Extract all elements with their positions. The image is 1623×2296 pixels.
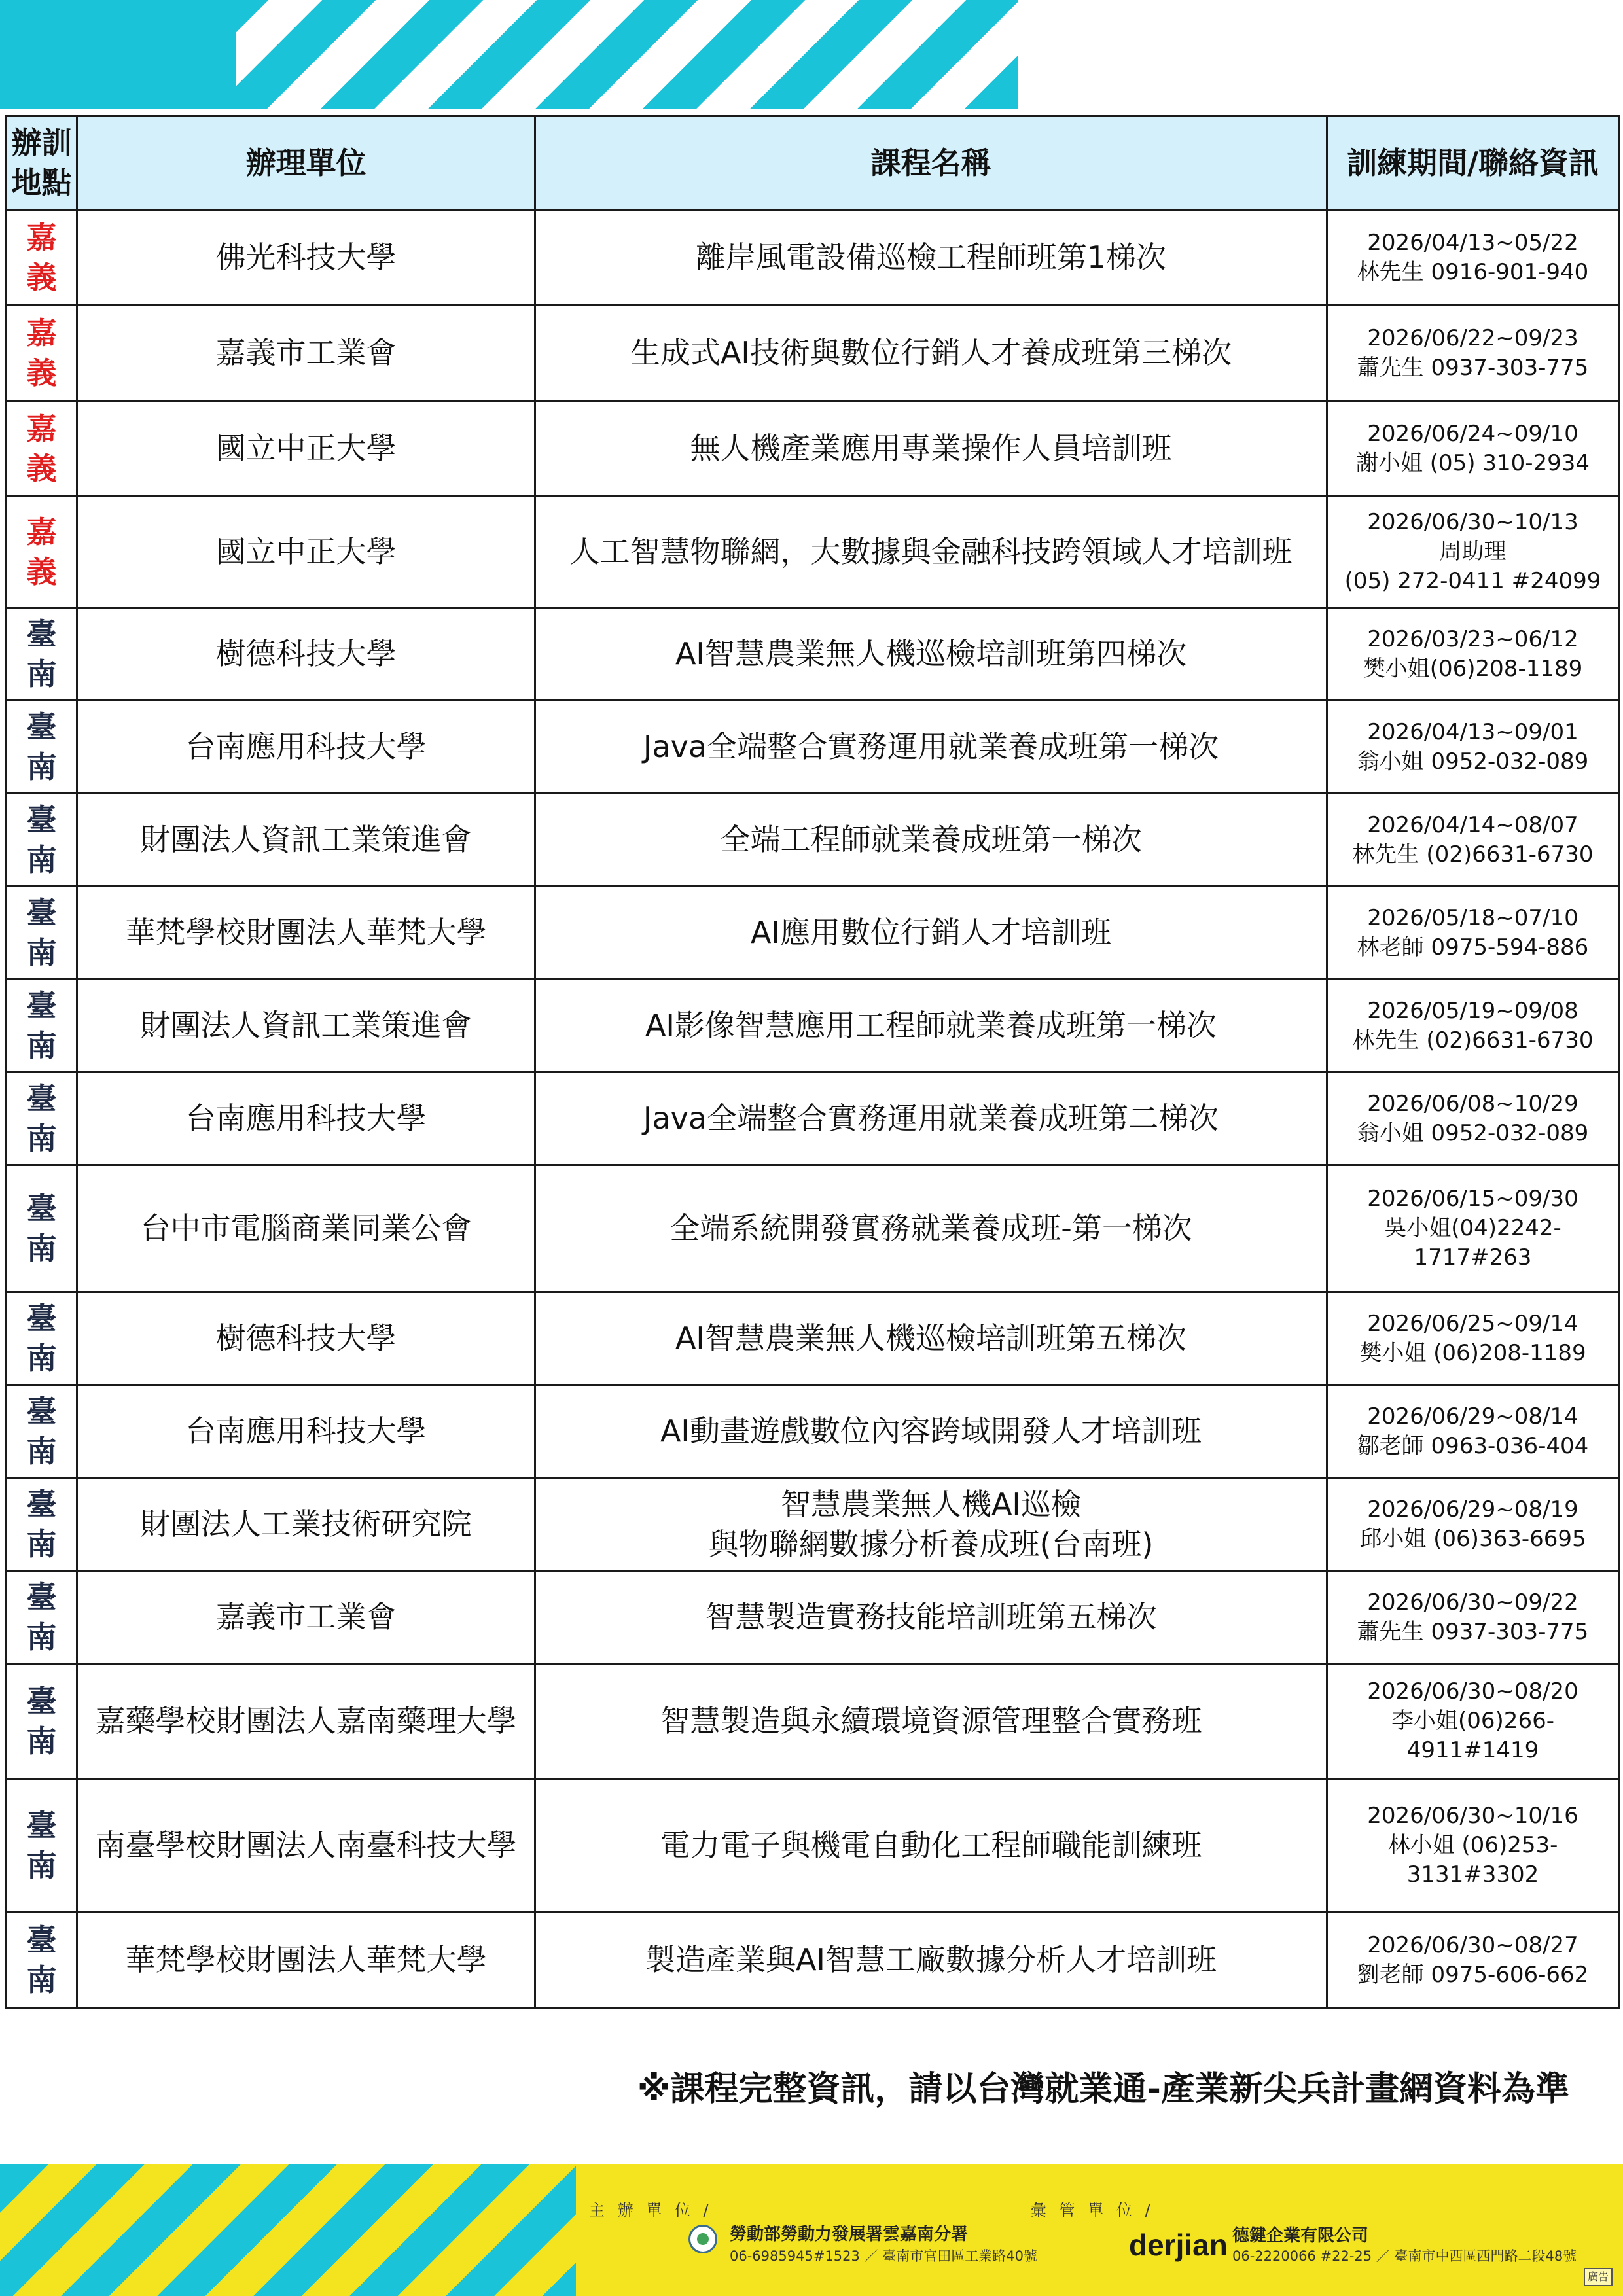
- row-course: 生成式AI技術與數位行銷人才養成班第三梯次: [535, 306, 1327, 401]
- row-unit: 財團法人資訊工業策進會: [77, 980, 535, 1072]
- host-contact: 06-6985945#1523 ／ 臺南市官田區工業路40號: [730, 2248, 1037, 2264]
- row-location: 臺 南: [7, 1913, 77, 2008]
- row-info: 2026/06/08~10/29 翁小姐 0952-032-089: [1327, 1072, 1619, 1165]
- row-course: 人工智慧物聯網，大數據與金融科技跨領域人才培訓班: [535, 497, 1327, 608]
- row-unit: 嘉義市工業會: [77, 1571, 535, 1664]
- derjian-logo: derjian: [1129, 2228, 1228, 2262]
- host-name: 勞動部勞動力發展署雲嘉南分署: [730, 2225, 969, 2244]
- row-unit: 台中市電腦商業同業公會: [77, 1165, 535, 1292]
- row-unit: 國立中正大學: [77, 401, 535, 497]
- row-info: 2026/06/24~09/10 謝小姐 (05) 310-2934: [1327, 401, 1619, 497]
- table-row: [7, 1571, 1619, 1664]
- row-location: 臺 南: [7, 1779, 77, 1913]
- row-course: AI智慧農業無人機巡檢培訓班第五梯次: [535, 1292, 1327, 1385]
- row-info: 2026/06/30~08/27 劉老師 0975-606-662: [1327, 1913, 1619, 2008]
- agent-label: 彙 管 單 位 /: [1031, 2201, 1154, 2219]
- table-row: [7, 980, 1619, 1072]
- ad-badge: 廣告: [1584, 2268, 1613, 2286]
- table-row: [7, 1165, 1619, 1292]
- row-course: 全端工程師就業養成班第一梯次: [535, 794, 1327, 887]
- table-header-row: [7, 116, 1619, 210]
- table-row: [7, 1664, 1619, 1779]
- row-unit: 台南應用科技大學: [77, 701, 535, 794]
- table-row: [7, 1478, 1619, 1571]
- row-location: 臺 南: [7, 1385, 77, 1478]
- row-course: AI影像智慧應用工程師就業養成班第一梯次: [535, 980, 1327, 1072]
- row-info: 2026/05/18~07/10 林老師 0975-594-886: [1327, 887, 1619, 980]
- table-row: [7, 794, 1619, 887]
- row-info: 2026/06/30~09/22 蕭先生 0937-303-775: [1327, 1571, 1619, 1664]
- row-location: 臺 南: [7, 1478, 77, 1571]
- top-banner-solid-block: [0, 0, 236, 109]
- row-location: 臺 南: [7, 1072, 77, 1165]
- row-info: 2026/06/22~09/23 蕭先生 0937-303-775: [1327, 306, 1619, 401]
- row-unit: 華梵學校財團法人華梵大學: [77, 887, 535, 980]
- row-location: 臺 南: [7, 1571, 77, 1664]
- row-unit: 嘉藥學校財團法人嘉南藥理大學: [77, 1664, 535, 1779]
- row-info: 2026/03/23~06/12 樊小姐(06)208-1189: [1327, 608, 1619, 701]
- row-course: Java全端整合實務運用就業養成班第一梯次: [535, 701, 1327, 794]
- row-info: 2026/04/13~09/01 翁小姐 0952-032-089: [1327, 701, 1619, 794]
- row-info: 2026/06/30~10/16 林小姐 (06)253- 3131#3302: [1327, 1779, 1619, 1913]
- row-location: 臺 南: [7, 608, 77, 701]
- table-row: [7, 1913, 1619, 2008]
- row-location: 嘉 義: [7, 210, 77, 306]
- row-info: 2026/06/29~08/14 鄒老師 0963-036-404: [1327, 1385, 1619, 1478]
- row-unit: 國立中正大學: [77, 497, 535, 608]
- row-unit: 南臺學校財團法人南臺科技大學: [77, 1779, 535, 1913]
- row-location: 臺 南: [7, 701, 77, 794]
- row-unit: 台南應用科技大學: [77, 1072, 535, 1165]
- row-unit: 樹德科技大學: [77, 1292, 535, 1385]
- table-row: [7, 1072, 1619, 1165]
- table-row: [7, 1292, 1619, 1385]
- row-course: 無人機產業應用專業操作人員培訓班: [535, 401, 1327, 497]
- table-row: [7, 887, 1619, 980]
- row-location: 臺 南: [7, 1165, 77, 1292]
- row-course: AI動畫遊戲數位內容跨域開發人才培訓班: [535, 1385, 1327, 1478]
- row-location: 嘉 義: [7, 306, 77, 401]
- table-row: [7, 306, 1619, 401]
- footnote: ※課程完整資訊，請以台灣就業通-產業新尖兵計畫網資料為準: [637, 2070, 1569, 2109]
- row-unit: 樹德科技大學: [77, 608, 535, 701]
- row-info: 2026/04/14~08/07 林先生 (02)6631-6730: [1327, 794, 1619, 887]
- row-location: 臺 南: [7, 1664, 77, 1779]
- row-location: 臺 南: [7, 794, 77, 887]
- header-course: 課程名稱: [535, 116, 1327, 210]
- row-course: 智慧製造實務技能培訓班第五梯次: [535, 1571, 1327, 1664]
- row-info: 2026/06/15~09/30 吳小姐(04)2242- 1717#263: [1327, 1165, 1619, 1292]
- table-row: [7, 497, 1619, 608]
- row-unit: 財團法人工業技術研究院: [77, 1478, 535, 1571]
- row-course: AI智慧農業無人機巡檢培訓班第四梯次: [535, 608, 1327, 701]
- course-table: [5, 115, 1620, 2009]
- table-row: [7, 1779, 1619, 1913]
- table-row: [7, 1385, 1619, 1478]
- agent-contact: 06-2220066 #22-25 ／ 臺南市中西區西門路二段48號: [1232, 2248, 1577, 2264]
- ministry-emblem-icon: [688, 2225, 717, 2253]
- row-course: Java全端整合實務運用就業養成班第二梯次: [535, 1072, 1327, 1165]
- row-course: 電力電子與機電自動化工程師職能訓練班: [535, 1779, 1327, 1913]
- agent-name: 德鍵企業有限公司: [1232, 2226, 1369, 2246]
- header-unit: 辦理單位: [77, 116, 535, 210]
- table-row: [7, 608, 1619, 701]
- header-info: 訓練期間/聯絡資訊: [1327, 116, 1619, 210]
- row-unit: 嘉義市工業會: [77, 306, 535, 401]
- row-info: 2026/06/25~09/14 樊小姐 (06)208-1189: [1327, 1292, 1619, 1385]
- row-location: 臺 南: [7, 980, 77, 1072]
- row-unit: 財團法人資訊工業策進會: [77, 794, 535, 887]
- row-location: 嘉 義: [7, 401, 77, 497]
- row-course: 全端系統開發實務就業養成班-第一梯次: [535, 1165, 1327, 1292]
- row-course: 智慧製造與永續環境資源管理整合實務班: [535, 1664, 1327, 1779]
- row-unit: 佛光科技大學: [77, 210, 535, 306]
- row-location: 臺 南: [7, 1292, 77, 1385]
- row-info: 2026/06/29~08/19 邱小姐 (06)363-6695: [1327, 1478, 1619, 1571]
- row-unit: 華梵學校財團法人華梵大學: [77, 1913, 535, 2008]
- table-row: [7, 210, 1619, 306]
- header-location: 辦訓 地點: [7, 116, 77, 210]
- row-course: AI應用數位行銷人才培訓班: [535, 887, 1327, 980]
- host-label: 主 辦 單 位 /: [589, 2201, 713, 2219]
- row-course: 製造產業與AI智慧工廠數據分析人才培訓班: [535, 1913, 1327, 2008]
- table-row: [7, 401, 1619, 497]
- row-course: 離岸風電設備巡檢工程師班第1梯次: [535, 210, 1327, 306]
- table-row: [7, 701, 1619, 794]
- row-info: 2026/06/30~10/13 周助理 (05) 272-0411 #24099: [1327, 497, 1619, 608]
- row-location: 嘉 義: [7, 497, 77, 608]
- footer-banner: [0, 2164, 1623, 2296]
- footer-stripes: [0, 2164, 576, 2296]
- row-location: 臺 南: [7, 887, 77, 980]
- row-info: 2026/06/30~08/20 李小姐(06)266- 4911#1419: [1327, 1664, 1619, 1779]
- row-info: 2026/05/19~09/08 林先生 (02)6631-6730: [1327, 980, 1619, 1072]
- row-info: 2026/04/13~05/22 林先生 0916-901-940: [1327, 210, 1619, 306]
- row-course: 智慧農業無人機AI巡檢 與物聯網數據分析養成班(台南班): [535, 1478, 1327, 1571]
- row-unit: 台南應用科技大學: [77, 1385, 535, 1478]
